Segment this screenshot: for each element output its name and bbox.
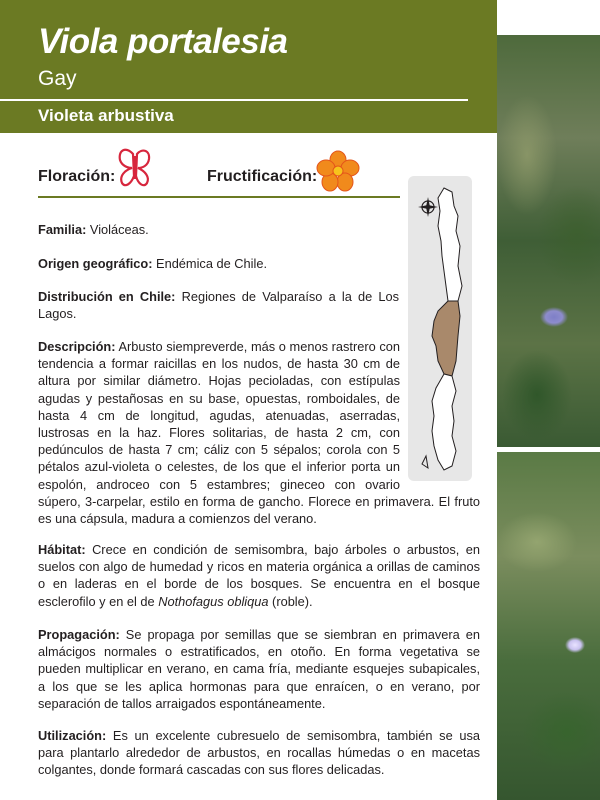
header-divider — [0, 99, 468, 101]
fruiting-label: Fructificación: — [207, 168, 318, 185]
descripcion-text: Arbusto siempreverde, más o menos rastrero con tendencia a formar raicillas en los nudos, de hasta 30 cm de altura por similar diámetro. Hojas pecioladas, con estípulas agudas y pestañosas en su base, opuestas, romboidales, de hasta 4 cm de longitud, agudas, atenuadas, aserradas, lustrosas en la haz. Flores solitarias, de hasta 2 cm, con pedúnculos de hasta 7 cm; cáliz con 5 sépalos; corola con 5 pétalos azul-violeta o celestes, de los que el inferior porta un espolón, androceo con 5 estambres; gineceo con ovario súpero, 3-carpelar, estilo en forma de gancho. Florece en primavera. El fruto es una cápsula, madura a comienzos del verano. — [38, 339, 480, 527]
plant-photo-bottom — [497, 452, 600, 800]
map-wrap-spacer — [400, 338, 480, 488]
compass-icon — [418, 197, 438, 217]
familia-text: Violáceas. — [86, 222, 149, 237]
habitat-text: Crece en condición de semisombra, bajo árboles o arbustos, en suelos con algo de humedad y ricos en materia orgánica a orillas de caminos o en laderas en el borde de los bosques. Se encuentra en el bosque esclerofilo y en el de — [38, 542, 480, 609]
butterfly-icon — [116, 146, 154, 190]
propagacion-text: Se propaga por semillas que se siembran en primavera en almácigos normales o estratificados, en otoño. En forma vegetativa se pueden multiplicar en verano, en cama fría, mediante esquejes subapicales, a los que se les aplica hormonas para que enraícen, o en verano, por separación de tallos arraigados espontáneamente. — [38, 627, 480, 711]
section-familia — [38, 221, 480, 238]
photo-strip — [497, 0, 600, 800]
section-origen — [38, 255, 480, 272]
distribucion-label: Distribución en Chile: — [38, 289, 176, 304]
familia-label: Familia: — [38, 222, 87, 237]
flowering-label: Floración: — [38, 168, 116, 185]
descripcion-label: Descripción: — [38, 339, 116, 354]
scientific-name: Viola portalesia — [38, 22, 288, 61]
author-name: Gay — [38, 67, 77, 90]
flower-icon — [316, 150, 360, 192]
habitat-species: Nothofagus obliqua — [158, 593, 269, 609]
propagacion-label: Propagación: — [38, 627, 120, 642]
common-name: Violeta arbustiva — [38, 106, 174, 125]
utilizacion-label: Utilización: — [38, 728, 107, 743]
section-propagacion — [38, 626, 480, 712]
origen-label: Origen geográfico: — [38, 256, 153, 271]
section-descripcion — [38, 338, 480, 527]
section-habitat — [38, 541, 480, 610]
section-divider — [38, 196, 400, 198]
chile-north — [438, 188, 462, 301]
origen-text: Endémica de Chile. — [152, 256, 268, 271]
utilizacion-text: Es un excelente cubresuelo de semisombra, también se usa para plantarlo alrededor de arbustos, en rocallas húmedas o en macetas colgantes, donde formará cascadas con sus flores delicadas. — [38, 728, 480, 778]
header-banner — [0, 0, 497, 133]
habitat-label: Hábitat: — [38, 542, 86, 557]
section-utilizacion — [38, 727, 480, 779]
section-distribucion — [38, 288, 399, 322]
habitat-text-end: (roble). — [268, 593, 313, 609]
plant-photo-top — [497, 35, 600, 447]
distribucion-text: Regiones de Valparaíso a la de Los Lagos. — [38, 289, 399, 322]
